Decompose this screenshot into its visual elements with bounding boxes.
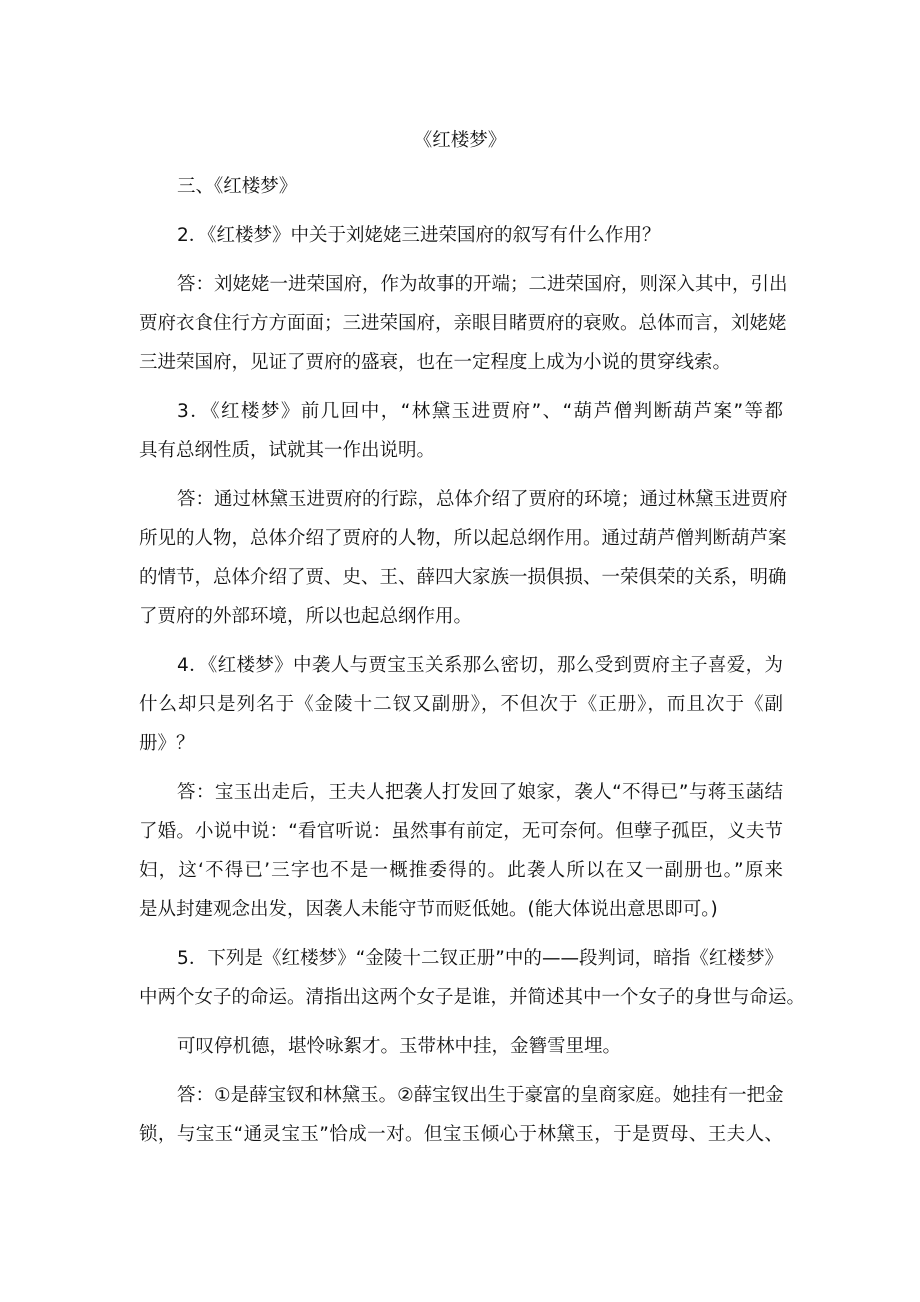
paragraph <box>139 273 788 390</box>
text-line: 贾府衣食住行方方面面；三进荣国府，亲眼目睹贾府的衰败。总体而言，刘姥姥 <box>139 313 787 334</box>
text-line: 4．《红楼梦》中袭人与贾宝玉关系那么密切，那么受到贾府主子喜爱，为 <box>177 655 783 676</box>
text-line: 可叹停机德，堪怜咏絮才。玉带林中挂，金簪雪里埋。 <box>177 1036 622 1057</box>
text-line: 答：宝玉出走后，王夫人把袭人打发回了娘家，袭人“不得已”与蒋玉菡结 <box>177 782 783 803</box>
document-body <box>139 175 806 1172</box>
text-line: 3．《红楼梦》前几回中，“林黛玉进贾府”、“葫芦僧判断葫芦案”等都 <box>177 401 783 422</box>
paragraph <box>139 400 783 478</box>
paragraph <box>139 224 783 263</box>
text-line: 册》？ <box>139 733 195 754</box>
paragraph <box>139 175 783 214</box>
document-title: 《红楼梦》 <box>413 130 507 151</box>
text-line: 具有总纲性质，试就其一作出说明。 <box>139 440 436 461</box>
text-line: 锁，与宝玉“通灵宝玉”恰成一对。但宝玉倾心于林黛玉，于是贾母、王夫人、 <box>139 1124 783 1145</box>
text-line: 什么却只是列名于《金陵十二钗又副册》，不但次于《正册》，而且次于《副 <box>139 694 783 715</box>
text-line: 5．下列是《红楼梦》“金陵十二钗正册”中的——段判词，暗指《红楼梦》 <box>177 948 783 969</box>
text-line: 2．《红楼梦》中关于刘姥姥三进荣国府的叙写有什么作用？ <box>177 225 661 246</box>
text-line: 三进荣国府，见证了贾府的盛衰，也在一定程度上成为小说的贯穿线索。 <box>139 352 732 373</box>
text-line: 答：通过林黛玉进贾府的行踪，总体介绍了贾府的环境；通过林黛玉进贾府 <box>177 489 788 510</box>
paragraph <box>139 947 806 1025</box>
paragraph <box>139 654 783 771</box>
text-line: 的情节，总体介绍了贾、史、王、薛四大家族一损俱损、一荣俱荣的关系，明确 <box>139 567 787 588</box>
text-line: 所见的人物，总体介绍了贾府的人物，所以起总纲作用。通过葫芦僧判断葫芦案 <box>139 528 787 549</box>
text-line: 是从封建观念出发，因袭人未能守节而贬低她。(能大体说出意思即可。) <box>139 899 718 920</box>
text-line: 了婚。小说中说：“看官听说：虽然事有前定，无可奈何。但孽子孤臣，义夫节 <box>139 821 783 842</box>
paragraph <box>139 781 783 937</box>
text-line: 了贾府的外部环境，所以也起总纲作用。 <box>139 606 473 627</box>
text-line: 答：①是薛宝钗和林黛玉。②薛宝钗出生于豪富的皇商家庭。她挂有一把金 <box>177 1085 784 1106</box>
paragraph <box>139 1084 783 1162</box>
paragraph <box>139 488 788 644</box>
text-line: 妇，这‘不得已’三字也不是一概推委得的。此袭人所以在又一副册也。”原来 <box>139 860 783 881</box>
text-line: 中两个女子的命运。清指出这两个女子是谁，并简述其中一个女子的身世与命运。 <box>139 987 806 1008</box>
text-line: 三、《红楼梦》 <box>177 176 298 197</box>
text-line: 答：刘姥姥一进荣国府，作为故事的开端；二进荣国府，则深入其中，引出 <box>177 274 788 295</box>
paragraph <box>139 1035 783 1074</box>
